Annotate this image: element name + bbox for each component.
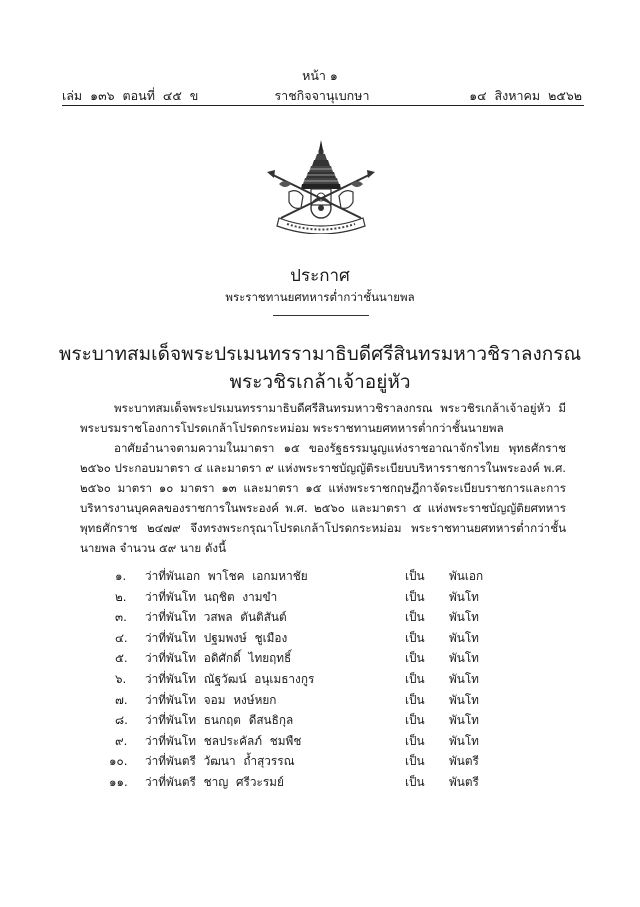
item-connector: เป็น <box>405 589 425 604</box>
royal-name-line-1: พระบาทสมเด็จพระปรเมนทรรามาธิบดีศรีสินทรมหาวชิราลงกรณ <box>58 343 582 365</box>
list-item <box>109 773 535 794</box>
granted-rank: พันตรี <box>449 774 479 789</box>
item-number: ๑๑. <box>109 774 128 789</box>
item-connector: เป็น <box>405 713 425 728</box>
body-paragraph-1: พระบาทสมเด็จพระปรเมนทรรามาธิบดีศรีสินทรมหาวชิราลงกรณ พระวชิรเกล้าเจ้าอยู่หัว มีพระบรมราชโองการโปรดเกล้าโปรดกระหม่อม พระราชทานยศทหารต่ำกว่าชั้นนายพล <box>80 401 566 435</box>
appointee-name: ว่าที่พันตรี ชาญ ศรีวะรมย์ <box>145 774 284 789</box>
volume-issue: เล่ม ๑๓๖ ตอนที่ ๔๕ ข <box>62 88 199 103</box>
list-item <box>115 567 535 588</box>
item-connector: เป็น <box>405 754 425 769</box>
appointee-name: ว่าที่พันโท ณัฐวัฒน์ อนุเมธางกูร <box>145 671 315 686</box>
item-connector: เป็น <box>405 692 425 707</box>
publication-date: ๑๔ สิงหาคม ๒๕๖๒ <box>469 88 582 103</box>
item-number: ๔. <box>115 630 128 645</box>
granted-rank: พันโท <box>449 610 479 625</box>
granted-rank: พันโท <box>449 671 479 686</box>
list-item <box>115 711 535 732</box>
granted-rank: พันโท <box>449 651 479 666</box>
body-paragraph-1-block <box>80 398 566 438</box>
body-paragraph-2: อาศัยอำนาจตามความในมาตรา ๑๕ ของรัฐธรรมนูญแห่งราชอาณาจักรไทย พุทธศักราช ๒๕๖๐ ประกอบมาตรา ๔ และมาตรา ๙ แห่งพระราชบัญญัติระเบียบบริหารราชการในพระองค์ พ.ศ. ๒๕๖๐ มาตรา ๑๐ มาตรา ๑๓ และมาตรา ๑๕ แห่งพระราชกฤษฎีกาจัดระเบียบราชการและการบริหารงานบุคคลของราชการในพระองค์ พ.ศ. ๒๕๖๐ และมาตรา ๕ แห่งพระราชบัญญัติยศทหาร พุทธศักราช ๒๔๗๙ จึงทรงพระกรุณาโปรดเกล้าโปรดกระหม่อม พระราชทานยศทหารต่ำกว่าชั้นนายพล จำนวน ๕๙ นาย ดังนี้ <box>80 441 566 555</box>
granted-rank: พันโท <box>449 713 479 728</box>
item-connector: เป็น <box>405 651 425 666</box>
publication-name: ราชกิจจานุเบกษา <box>274 88 370 103</box>
item-connector: เป็น <box>405 733 425 748</box>
appointee-name: ว่าที่พันโท นฤชิต งามขำ <box>145 589 278 604</box>
granted-rank: พันโท <box>449 589 479 604</box>
announcement-title: ประกาศ <box>290 266 350 286</box>
item-number: ๕. <box>115 651 128 666</box>
gazette-header <box>62 86 582 104</box>
appointee-name: ว่าที่พันโท ปฐมพงษ์ ชูเมือง <box>145 630 288 645</box>
item-connector: เป็น <box>405 630 425 645</box>
item-number: ๘. <box>115 713 128 728</box>
royal-name-line-2: พระวชิรเกล้าเจ้าอยู่หัว <box>229 371 411 393</box>
appointee-name: ว่าที่พันตรี วัฒนา ถ้ำสุวรรณ <box>145 754 295 769</box>
appointee-name: ว่าที่พันโท ชลประคัลภ์ ชมพืช <box>145 733 302 748</box>
item-number: ๑๐. <box>109 754 128 769</box>
list-item <box>115 588 535 609</box>
list-item <box>115 608 535 629</box>
title-divider <box>273 315 369 316</box>
page-number: หน้า ๑ <box>302 68 338 83</box>
appointee-name: ว่าที่พันเอก พาโชค เอกมหาชัย <box>145 569 308 583</box>
item-connector: เป็น <box>405 774 425 789</box>
royal-emblem-icon <box>265 138 377 234</box>
granted-rank: พันโท <box>449 692 479 707</box>
appointee-name: ว่าที่พันโท จอม หงษ์หยก <box>145 692 277 707</box>
item-number: ๗. <box>115 692 128 707</box>
item-number: ๒. <box>115 589 127 604</box>
list-item <box>115 629 535 650</box>
granted-rank: พันตรี <box>449 754 479 769</box>
list-item <box>115 649 535 670</box>
item-connector: เป็น <box>405 671 425 686</box>
item-number: ๓. <box>115 610 127 625</box>
appointee-name: ว่าที่พันโท อดิศักดิ์ ไทยฤทธิ์ <box>145 651 292 666</box>
list-item <box>109 752 535 773</box>
granted-rank: พันโท <box>449 630 479 645</box>
granted-rank: พันโท <box>449 733 479 748</box>
list-item <box>115 670 535 691</box>
item-number: ๖. <box>115 671 127 686</box>
appointee-name: ว่าที่พันโท วสพล ตันติสันต์ <box>145 610 287 625</box>
item-connector: เป็น <box>405 610 425 625</box>
item-number: ๙. <box>115 733 128 748</box>
announcement-subtitle: พระราชทานยศทหารต่ำกว่าชั้นนายพล <box>225 290 415 304</box>
item-connector: เป็น <box>405 569 425 583</box>
header-divider <box>62 105 584 106</box>
item-number: ๑. <box>115 569 127 583</box>
list-item <box>115 691 535 712</box>
appointment-list <box>109 567 535 794</box>
granted-rank: พันเอก <box>449 569 484 583</box>
appointee-name: ว่าที่พันโท ธนกฤต ดีสนธิกุล <box>145 713 294 728</box>
body-paragraph-2-block <box>80 438 566 558</box>
list-item <box>115 732 535 753</box>
